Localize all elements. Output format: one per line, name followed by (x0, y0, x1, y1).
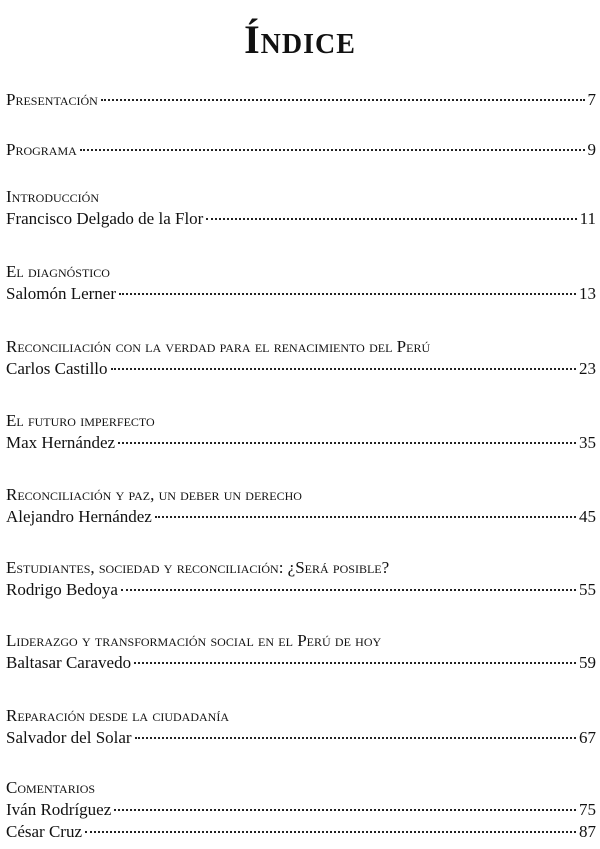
toc-entry (6, 557, 596, 601)
page-number: 11 (579, 209, 596, 228)
toc-heading: Introducción (6, 187, 99, 206)
toc-author: Rodrigo Bedoya (6, 580, 118, 599)
toc-row (6, 727, 596, 749)
toc-entry (6, 139, 596, 161)
dot-leader (121, 589, 576, 591)
page-number: 23 (579, 359, 596, 378)
page-number: 59 (579, 653, 596, 672)
dot-leader (119, 293, 576, 295)
toc-row (6, 579, 596, 601)
page-number: 55 (579, 580, 596, 599)
dot-leader (111, 368, 576, 370)
page-title: Índice (244, 17, 356, 62)
toc-heading: Reconciliación y paz, un deber un derecho (6, 485, 302, 504)
page-number: 45 (579, 507, 596, 526)
toc-entry (6, 777, 596, 843)
toc-heading: Reconciliación con la verdad para el renacimiento del Perú (6, 337, 431, 356)
page-number: 35 (579, 433, 596, 452)
dot-leader (135, 737, 576, 739)
toc-entry (6, 630, 596, 674)
page-number: 9 (587, 140, 596, 159)
toc-entry (6, 410, 596, 454)
toc-author: Francisco Delgado de la Flor (6, 209, 204, 228)
toc-heading: Comentarios (6, 778, 96, 797)
toc-author: Iván Rodríguez (6, 800, 112, 819)
toc-entry (6, 89, 596, 111)
dot-leader (101, 99, 585, 101)
toc-entry (6, 705, 596, 749)
toc-heading: El diagnóstico (6, 262, 110, 281)
toc-row (6, 506, 596, 528)
dot-leader (134, 662, 576, 664)
dot-leader (206, 218, 576, 220)
toc-author: Salvador del Solar (6, 728, 132, 747)
toc-title: Presentación (6, 90, 98, 109)
toc-author: Carlos Castillo (6, 359, 108, 378)
toc-row (6, 89, 596, 111)
toc-entry (6, 484, 596, 528)
dot-leader (155, 516, 576, 518)
toc-author: Baltasar Caravedo (6, 653, 132, 672)
page-number: 75 (579, 800, 596, 819)
toc-author: Alejandro Hernández (6, 507, 152, 526)
dot-leader (114, 809, 576, 811)
page-number: 7 (587, 90, 596, 109)
toc-heading: Liderazgo y transformación social en el Perú de hoy (6, 631, 382, 650)
toc-row (6, 283, 596, 305)
toc-entry (6, 261, 596, 305)
toc-heading: El futuro imperfecto (6, 411, 155, 430)
toc-entry (6, 186, 596, 230)
toc-author: César Cruz (6, 822, 83, 841)
page-number: 87 (579, 822, 596, 841)
toc-row (6, 821, 596, 843)
toc-heading: Reparación desde la ciudadanía (6, 706, 229, 725)
page-number: 67 (579, 728, 596, 747)
dot-leader (118, 442, 576, 444)
dot-leader (85, 831, 576, 833)
page-number: 13 (579, 284, 596, 303)
toc-entry (6, 336, 596, 380)
toc-row (6, 139, 596, 161)
toc-row (6, 358, 596, 380)
toc-row (6, 208, 596, 230)
toc-author: Max Hernández (6, 433, 116, 452)
toc-heading: Estudiantes, sociedad y reconciliación: ¿Será posible? (6, 558, 390, 577)
toc-author: Salomón Lerner (6, 284, 116, 303)
toc-row (6, 652, 596, 674)
toc-row (6, 432, 596, 454)
toc-row (6, 799, 596, 821)
toc-title: Programa (6, 140, 77, 159)
dot-leader (80, 149, 585, 151)
